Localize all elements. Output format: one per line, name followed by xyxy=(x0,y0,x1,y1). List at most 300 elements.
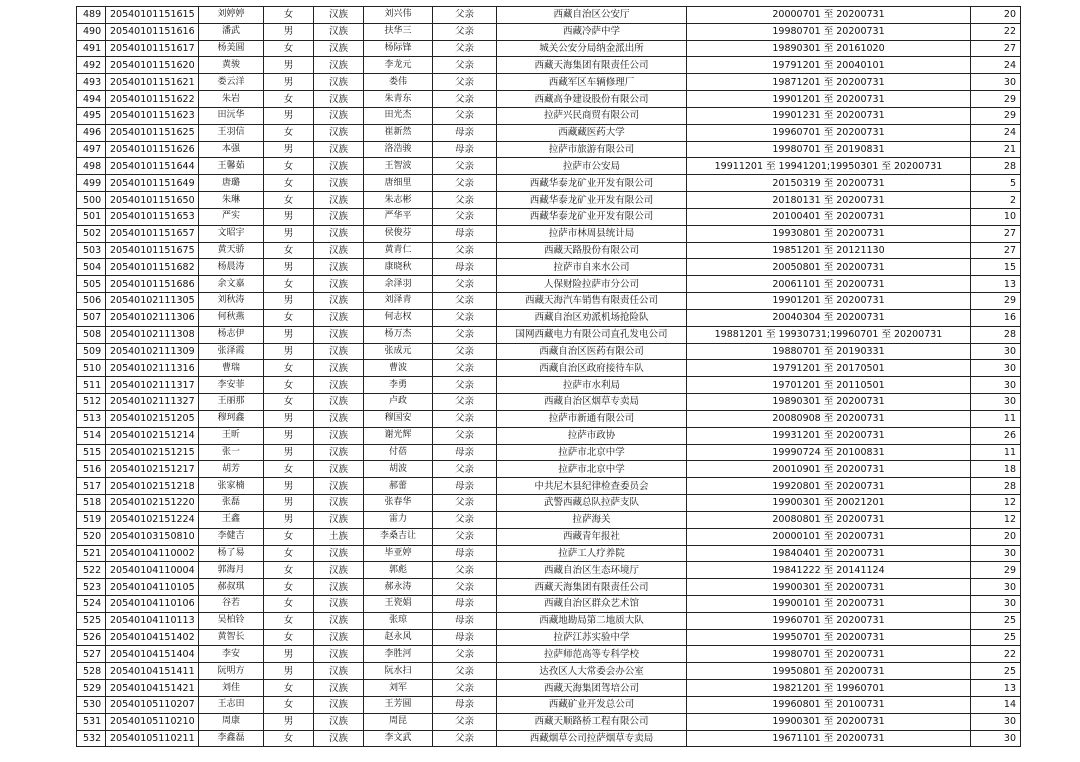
table-row xyxy=(77,410,1021,427)
years-cell: 30 xyxy=(971,545,1021,562)
row-number-cell: 505 xyxy=(77,276,106,293)
parent-name-cell: 唐细里 xyxy=(364,175,433,192)
exam-id-cell: 20540103150810 xyxy=(106,528,199,545)
student-name-cell: 黄天骄 xyxy=(199,242,264,259)
years-cell: 30 xyxy=(971,394,1021,411)
work-period-cell: 19990724 至 20100831 xyxy=(687,444,971,461)
gender-cell: 女 xyxy=(264,124,314,141)
exam-id-cell: 20540101151626 xyxy=(106,141,199,158)
work-period-cell: 19980701 至 20200731 xyxy=(687,646,971,663)
exam-id-cell: 20540101151615 xyxy=(106,7,199,24)
parent-name-cell: 郭彪 xyxy=(364,562,433,579)
relation-cell: 母亲 xyxy=(433,612,497,629)
years-cell: 28 xyxy=(971,326,1021,343)
years-cell: 24 xyxy=(971,57,1021,74)
exam-id-cell: 20540104110105 xyxy=(106,579,199,596)
work-unit-cell: 西藏矿业开发总公司 xyxy=(497,696,687,713)
table-row xyxy=(77,293,1021,310)
exam-id-cell: 20540102111316 xyxy=(106,360,199,377)
table-row xyxy=(77,663,1021,680)
ethnicity-cell: 汉族 xyxy=(314,158,364,175)
parent-name-cell: 洛浩骏 xyxy=(364,141,433,158)
years-cell: 30 xyxy=(971,730,1021,747)
relation-cell: 父亲 xyxy=(433,528,497,545)
exam-id-cell: 20540101151650 xyxy=(106,192,199,209)
exam-id-cell: 20540101151617 xyxy=(106,40,199,57)
student-name-cell: 胡芳 xyxy=(199,461,264,478)
years-cell: 11 xyxy=(971,444,1021,461)
work-period-cell: 19671101 至 20200731 xyxy=(687,730,971,747)
ethnicity-cell: 汉族 xyxy=(314,141,364,158)
table-row xyxy=(77,326,1021,343)
work-period-cell: 19890301 至 20200731 xyxy=(687,394,971,411)
table-row xyxy=(77,57,1021,74)
gender-cell: 女 xyxy=(264,629,314,646)
table-row xyxy=(77,528,1021,545)
exam-id-cell: 20540102111309 xyxy=(106,343,199,360)
years-cell: 27 xyxy=(971,225,1021,242)
row-number-cell: 531 xyxy=(77,713,106,730)
ethnicity-cell: 汉族 xyxy=(314,225,364,242)
exam-id-cell: 20540104151421 xyxy=(106,680,199,697)
gender-cell: 男 xyxy=(264,495,314,512)
relation-cell: 母亲 xyxy=(433,141,497,158)
relation-cell: 父亲 xyxy=(433,394,497,411)
table-row xyxy=(77,579,1021,596)
relation-cell: 父亲 xyxy=(433,579,497,596)
gender-cell: 女 xyxy=(264,461,314,478)
ethnicity-cell: 汉族 xyxy=(314,360,364,377)
row-number-cell: 529 xyxy=(77,680,106,697)
ethnicity-cell: 汉族 xyxy=(314,208,364,225)
parent-name-cell: 李龙元 xyxy=(364,57,433,74)
parent-name-cell: 张春华 xyxy=(364,495,433,512)
parent-name-cell: 黄青仁 xyxy=(364,242,433,259)
ethnicity-cell: 汉族 xyxy=(314,612,364,629)
table-row xyxy=(77,175,1021,192)
parent-name-cell: 娄伟 xyxy=(364,74,433,91)
row-number-cell: 512 xyxy=(77,394,106,411)
relation-cell: 母亲 xyxy=(433,124,497,141)
years-cell: 2 xyxy=(971,192,1021,209)
years-cell: 27 xyxy=(971,40,1021,57)
student-name-cell: 周康 xyxy=(199,713,264,730)
years-cell: 30 xyxy=(971,343,1021,360)
parent-name-cell: 扶华三 xyxy=(364,23,433,40)
ethnicity-cell: 汉族 xyxy=(314,410,364,427)
parent-name-cell: 李胜河 xyxy=(364,646,433,663)
student-name-cell: 张一 xyxy=(199,444,264,461)
work-period-cell: 19840401 至 20200731 xyxy=(687,545,971,562)
parent-name-cell: 张琼 xyxy=(364,612,433,629)
table-row xyxy=(77,107,1021,124)
ethnicity-cell: 汉族 xyxy=(314,293,364,310)
table-row xyxy=(77,696,1021,713)
ethnicity-cell: 汉族 xyxy=(314,595,364,612)
work-unit-cell: 西藏冷萨中学 xyxy=(497,23,687,40)
work-period-cell: 19851201 至 20121130 xyxy=(687,242,971,259)
relation-cell: 父亲 xyxy=(433,175,497,192)
work-period-cell: 19960801 至 20100731 xyxy=(687,696,971,713)
work-unit-cell: 西藏自治区医药有限公司 xyxy=(497,343,687,360)
parent-name-cell: 郝永涛 xyxy=(364,579,433,596)
student-name-cell: 杨志伊 xyxy=(199,326,264,343)
work-period-cell: 19890301 至 20161020 xyxy=(687,40,971,57)
parent-name-cell: 曹波 xyxy=(364,360,433,377)
ethnicity-cell: 汉族 xyxy=(314,326,364,343)
table-row xyxy=(77,7,1021,24)
work-period-cell: 19821201 至 19960701 xyxy=(687,680,971,697)
row-number-cell: 520 xyxy=(77,528,106,545)
work-period-cell: 19901201 至 20200731 xyxy=(687,293,971,310)
work-period-cell: 19950801 至 20200731 xyxy=(687,663,971,680)
work-unit-cell: 达孜区人大常委会办公室 xyxy=(497,663,687,680)
gender-cell: 女 xyxy=(264,696,314,713)
table-row xyxy=(77,545,1021,562)
ethnicity-cell: 汉族 xyxy=(314,91,364,108)
table-row xyxy=(77,478,1021,495)
work-period-cell: 19960701 至 20200731 xyxy=(687,612,971,629)
work-unit-cell: 西藏军区车辆修理厂 xyxy=(497,74,687,91)
student-name-cell: 李健吉 xyxy=(199,528,264,545)
work-unit-cell: 西藏天顺路桥工程有限公司 xyxy=(497,713,687,730)
work-period-cell: 20050801 至 20200731 xyxy=(687,259,971,276)
table-row xyxy=(77,511,1021,528)
table-row xyxy=(77,461,1021,478)
ethnicity-cell: 汉族 xyxy=(314,427,364,444)
ethnicity-cell: 汉族 xyxy=(314,629,364,646)
relation-cell: 父亲 xyxy=(433,309,497,326)
student-name-cell: 黄骏 xyxy=(199,57,264,74)
row-number-cell: 524 xyxy=(77,595,106,612)
work-period-cell: 20080801 至 20200731 xyxy=(687,511,971,528)
relation-cell: 父亲 xyxy=(433,208,497,225)
student-name-cell: 王昕 xyxy=(199,427,264,444)
gender-cell: 男 xyxy=(264,410,314,427)
work-unit-cell: 拉萨市林周县统计局 xyxy=(497,225,687,242)
work-unit-cell: 拉萨市旅游有限公司 xyxy=(497,141,687,158)
parent-name-cell: 刘兴伟 xyxy=(364,7,433,24)
work-unit-cell: 拉萨工人疗养院 xyxy=(497,545,687,562)
work-unit-cell: 拉萨市水利局 xyxy=(497,377,687,394)
work-unit-cell: 西藏自治区生态环境厅 xyxy=(497,562,687,579)
row-number-cell: 528 xyxy=(77,663,106,680)
gender-cell: 女 xyxy=(264,7,314,24)
gender-cell: 男 xyxy=(264,713,314,730)
parent-name-cell: 谢光辉 xyxy=(364,427,433,444)
years-cell: 12 xyxy=(971,495,1021,512)
student-name-cell: 阮明方 xyxy=(199,663,264,680)
row-number-cell: 495 xyxy=(77,107,106,124)
row-number-cell: 518 xyxy=(77,495,106,512)
years-cell: 10 xyxy=(971,208,1021,225)
relation-cell: 父亲 xyxy=(433,427,497,444)
student-name-cell: 黄智长 xyxy=(199,629,264,646)
work-period-cell: 19791201 至 20040101 xyxy=(687,57,971,74)
work-period-cell: 20180131 至 20200731 xyxy=(687,192,971,209)
years-cell: 29 xyxy=(971,293,1021,310)
work-unit-cell: 西藏青年报社 xyxy=(497,528,687,545)
exam-id-cell: 20540101151620 xyxy=(106,57,199,74)
table-row xyxy=(77,595,1021,612)
gender-cell: 女 xyxy=(264,192,314,209)
parent-name-cell: 周昆 xyxy=(364,713,433,730)
table-row xyxy=(77,343,1021,360)
table-row xyxy=(77,562,1021,579)
parent-name-cell: 阮水扫 xyxy=(364,663,433,680)
exam-id-cell: 20540102111305 xyxy=(106,293,199,310)
parent-name-cell: 余泽羽 xyxy=(364,276,433,293)
exam-id-cell: 20540104110002 xyxy=(106,545,199,562)
relation-cell: 父亲 xyxy=(433,680,497,697)
exam-id-cell: 20540104110113 xyxy=(106,612,199,629)
ethnicity-cell: 汉族 xyxy=(314,579,364,596)
row-number-cell: 492 xyxy=(77,57,106,74)
parent-name-cell: 刘军 xyxy=(364,680,433,697)
gender-cell: 男 xyxy=(264,511,314,528)
years-cell: 28 xyxy=(971,158,1021,175)
work-unit-cell: 西藏华泰龙矿业开发有限公司 xyxy=(497,208,687,225)
work-period-cell: 19791201 至 20170501 xyxy=(687,360,971,377)
table-row xyxy=(77,713,1021,730)
parent-name-cell: 刘泽青 xyxy=(364,293,433,310)
student-name-cell: 王鑫 xyxy=(199,511,264,528)
table-row xyxy=(77,91,1021,108)
gender-cell: 男 xyxy=(264,427,314,444)
years-cell: 12 xyxy=(971,511,1021,528)
ethnicity-cell: 汉族 xyxy=(314,545,364,562)
table-row xyxy=(77,680,1021,697)
gender-cell: 女 xyxy=(264,579,314,596)
ethnicity-cell: 汉族 xyxy=(314,74,364,91)
row-number-cell: 523 xyxy=(77,579,106,596)
relation-cell: 父亲 xyxy=(433,242,497,259)
relation-cell: 父亲 xyxy=(433,511,497,528)
table-row xyxy=(77,495,1021,512)
work-period-cell: 19980701 至 20190831 xyxy=(687,141,971,158)
years-cell: 30 xyxy=(971,713,1021,730)
gender-cell: 女 xyxy=(264,595,314,612)
relation-cell: 父亲 xyxy=(433,158,497,175)
gender-cell: 男 xyxy=(264,478,314,495)
years-cell: 18 xyxy=(971,461,1021,478)
work-period-cell: 19881201 至 19930731;19960701 至 20200731 xyxy=(687,326,971,343)
years-cell: 25 xyxy=(971,663,1021,680)
parent-name-cell: 李桑吉让 xyxy=(364,528,433,545)
table-row xyxy=(77,360,1021,377)
work-unit-cell: 人保财险拉萨市分公司 xyxy=(497,276,687,293)
table-row xyxy=(77,192,1021,209)
ethnicity-cell: 汉族 xyxy=(314,7,364,24)
work-unit-cell: 西藏地勘局第二地质大队 xyxy=(497,612,687,629)
exam-id-cell: 20540101151625 xyxy=(106,124,199,141)
student-name-cell: 刘婷婷 xyxy=(199,7,264,24)
parent-name-cell: 侯俊芬 xyxy=(364,225,433,242)
parent-name-cell: 付蓓 xyxy=(364,444,433,461)
years-cell: 14 xyxy=(971,696,1021,713)
work-unit-cell: 西藏华泰龙矿业开发有限公司 xyxy=(497,192,687,209)
exam-id-cell: 20540102151215 xyxy=(106,444,199,461)
work-period-cell: 19900101 至 20200731 xyxy=(687,595,971,612)
years-cell: 13 xyxy=(971,276,1021,293)
work-period-cell: 19900301 至 20200731 xyxy=(687,713,971,730)
years-cell: 11 xyxy=(971,410,1021,427)
student-name-cell: 李安菲 xyxy=(199,377,264,394)
work-period-cell: 20100401 至 20200731 xyxy=(687,208,971,225)
row-number-cell: 521 xyxy=(77,545,106,562)
ethnicity-cell: 汉族 xyxy=(314,175,364,192)
gender-cell: 女 xyxy=(264,158,314,175)
relation-cell: 父亲 xyxy=(433,192,497,209)
gender-cell: 男 xyxy=(264,259,314,276)
gender-cell: 女 xyxy=(264,242,314,259)
work-unit-cell: 西藏天海汽车销售有限责任公司 xyxy=(497,293,687,310)
ethnicity-cell: 汉族 xyxy=(314,192,364,209)
work-period-cell: 20080908 至 20200731 xyxy=(687,410,971,427)
gender-cell: 女 xyxy=(264,360,314,377)
ethnicity-cell: 汉族 xyxy=(314,57,364,74)
table-row xyxy=(77,40,1021,57)
row-number-cell: 525 xyxy=(77,612,106,629)
exam-id-cell: 20540101151682 xyxy=(106,259,199,276)
ethnicity-cell: 汉族 xyxy=(314,124,364,141)
years-cell: 30 xyxy=(971,595,1021,612)
student-name-cell: 杨晨涛 xyxy=(199,259,264,276)
relation-cell: 父亲 xyxy=(433,646,497,663)
work-period-cell: 19871201 至 20200731 xyxy=(687,74,971,91)
relation-cell: 父亲 xyxy=(433,562,497,579)
exam-id-cell: 20540104151411 xyxy=(106,663,199,680)
exam-id-cell: 20540101151653 xyxy=(106,208,199,225)
gender-cell: 女 xyxy=(264,377,314,394)
exam-id-cell: 20540101151649 xyxy=(106,175,199,192)
row-number-cell: 507 xyxy=(77,309,106,326)
work-unit-cell: 西藏自治区政府接待车队 xyxy=(497,360,687,377)
exam-id-cell: 20540102151217 xyxy=(106,461,199,478)
years-cell: 15 xyxy=(971,259,1021,276)
work-period-cell: 19911201 至 19941201;19950301 至 20200731 xyxy=(687,158,971,175)
gender-cell: 女 xyxy=(264,394,314,411)
ethnicity-cell: 汉族 xyxy=(314,23,364,40)
ethnicity-cell: 汉族 xyxy=(314,461,364,478)
work-period-cell: 19931201 至 20200731 xyxy=(687,427,971,444)
table-body xyxy=(77,7,1021,747)
student-name-cell: 朱岩 xyxy=(199,91,264,108)
exam-id-cell: 20540104151404 xyxy=(106,646,199,663)
table-row xyxy=(77,629,1021,646)
relation-cell: 母亲 xyxy=(433,629,497,646)
work-unit-cell: 西藏自治区劝派机场抢险队 xyxy=(497,309,687,326)
work-unit-cell: 西藏自治区烟草专卖局 xyxy=(497,394,687,411)
table-row xyxy=(77,612,1021,629)
years-cell: 29 xyxy=(971,107,1021,124)
parent-name-cell: 田光杰 xyxy=(364,107,433,124)
relation-cell: 母亲 xyxy=(433,478,497,495)
row-number-cell: 502 xyxy=(77,225,106,242)
student-name-cell: 严实 xyxy=(199,208,264,225)
gender-cell: 男 xyxy=(264,646,314,663)
table-row xyxy=(77,444,1021,461)
exam-id-cell: 20540105110207 xyxy=(106,696,199,713)
student-name-cell: 吴柏铃 xyxy=(199,612,264,629)
parent-name-cell: 朱青东 xyxy=(364,91,433,108)
work-unit-cell: 西藏天海集团驾培公司 xyxy=(497,680,687,697)
work-unit-cell: 西藏自治区群众艺术馆 xyxy=(497,595,687,612)
exam-id-cell: 20540101151657 xyxy=(106,225,199,242)
ethnicity-cell: 汉族 xyxy=(314,444,364,461)
exam-id-cell: 20540105110211 xyxy=(106,730,199,747)
relation-cell: 父亲 xyxy=(433,7,497,24)
years-cell: 27 xyxy=(971,242,1021,259)
student-name-cell: 郝叔琪 xyxy=(199,579,264,596)
exam-id-cell: 20540104151402 xyxy=(106,629,199,646)
gender-cell: 女 xyxy=(264,40,314,57)
relation-cell: 父亲 xyxy=(433,276,497,293)
table-row xyxy=(77,646,1021,663)
ethnicity-cell: 汉族 xyxy=(314,377,364,394)
gender-cell: 男 xyxy=(264,343,314,360)
exam-id-cell: 20540101151686 xyxy=(106,276,199,293)
exam-id-cell: 20540102111317 xyxy=(106,377,199,394)
parent-name-cell: 李文武 xyxy=(364,730,433,747)
gender-cell: 女 xyxy=(264,309,314,326)
ethnicity-cell: 汉族 xyxy=(314,495,364,512)
work-unit-cell: 西藏华泰龙矿业开发有限公司 xyxy=(497,175,687,192)
gender-cell: 男 xyxy=(264,326,314,343)
row-number-cell: 489 xyxy=(77,7,106,24)
table-row xyxy=(77,309,1021,326)
exam-id-cell: 20540102151214 xyxy=(106,427,199,444)
years-cell: 30 xyxy=(971,74,1021,91)
exam-id-cell: 20540102111308 xyxy=(106,326,199,343)
exam-id-cell: 20540101151622 xyxy=(106,91,199,108)
row-number-cell: 498 xyxy=(77,158,106,175)
table-row xyxy=(77,377,1021,394)
row-number-cell: 532 xyxy=(77,730,106,747)
years-cell: 20 xyxy=(971,528,1021,545)
work-unit-cell: 拉萨市自来水公司 xyxy=(497,259,687,276)
work-period-cell: 19701201 至 20110501 xyxy=(687,377,971,394)
ethnicity-cell: 汉族 xyxy=(314,663,364,680)
relation-cell: 父亲 xyxy=(433,360,497,377)
work-period-cell: 20000701 至 20200731 xyxy=(687,7,971,24)
work-period-cell: 19900301 至 20021201 xyxy=(687,495,971,512)
exam-id-cell: 20540102111306 xyxy=(106,309,199,326)
row-number-cell: 510 xyxy=(77,360,106,377)
relation-cell: 父亲 xyxy=(433,40,497,57)
work-unit-cell: 拉萨市政协 xyxy=(497,427,687,444)
ethnicity-cell: 汉族 xyxy=(314,478,364,495)
ethnicity-cell: 汉族 xyxy=(314,276,364,293)
parent-name-cell: 崔新然 xyxy=(364,124,433,141)
gender-cell: 男 xyxy=(264,293,314,310)
table-row xyxy=(77,208,1021,225)
work-period-cell: 19880701 至 20190331 xyxy=(687,343,971,360)
work-unit-cell: 拉萨市北京中学 xyxy=(497,461,687,478)
work-unit-cell: 西藏天海集团有限责任公司 xyxy=(497,57,687,74)
row-number-cell: 494 xyxy=(77,91,106,108)
table-row xyxy=(77,225,1021,242)
relation-cell: 母亲 xyxy=(433,696,497,713)
table-row xyxy=(77,124,1021,141)
years-cell: 26 xyxy=(971,427,1021,444)
years-cell: 30 xyxy=(971,360,1021,377)
ethnicity-cell: 汉族 xyxy=(314,713,364,730)
work-period-cell: 19901231 至 20200731 xyxy=(687,107,971,124)
relation-cell: 父亲 xyxy=(433,23,497,40)
student-name-cell: 谷若 xyxy=(199,595,264,612)
work-period-cell: 20010901 至 20200731 xyxy=(687,461,971,478)
